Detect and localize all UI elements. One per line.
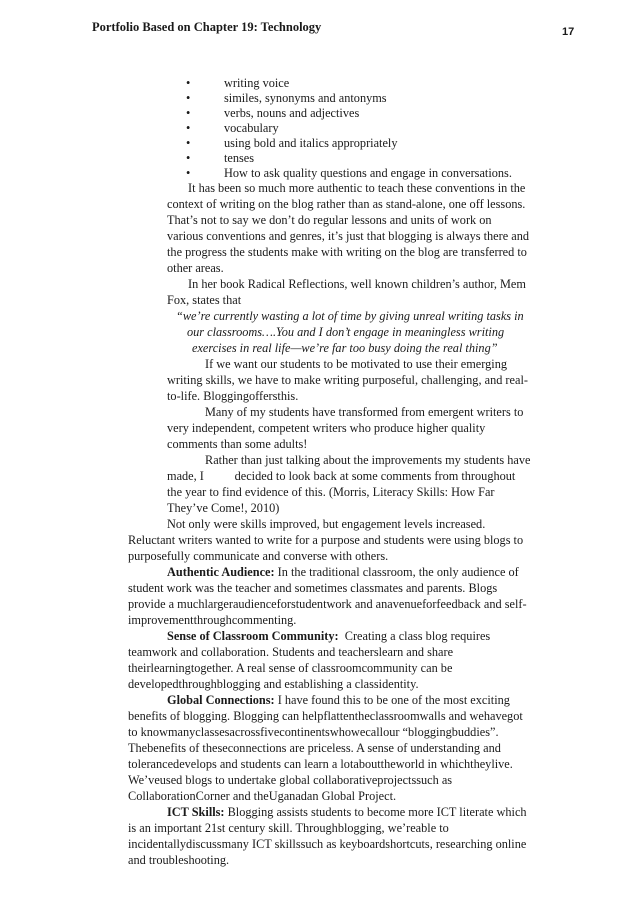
- paragraph-line: In her book Radical Reflections, well known children’s author, Mem: [188, 277, 526, 291]
- section-heading: Sense of Classroom Community:: [167, 629, 339, 643]
- page-header-title: Portfolio Based on Chapter 19: Technology: [92, 20, 322, 34]
- paragraph-line: context of writing on the blog rather than as stand-alone, one off lessons.: [167, 197, 526, 211]
- paragraph-line: teamwork and collaboration. Students and teacherslearn and share: [128, 645, 454, 659]
- paragraph-line: They’ve Come!, 2010): [167, 501, 280, 515]
- bullet-icon: •: [186, 136, 191, 150]
- page-number: 17: [562, 26, 575, 38]
- section-heading: Global Connections:: [167, 693, 275, 707]
- bullet-icon: •: [186, 91, 191, 105]
- paragraph-line: student work was the teacher and sometimes classmates and parents. Blogs: [128, 581, 498, 595]
- document-page: Portfolio Based on Chapter 19: Technology 17 • writing voice • similes, synonyms and antonyms • verbs, nouns and adjectives • vocabulary • using bold and italics appropriately • tenses • How to ask quality questions and engage in conversations. It has been so much more authentic to teach these conventions in the context of writing on the blog rather than as stand-alone, one off lessons. That’s not to say we don’t do regular lessons and units of work on various conventions and genres, it’s just that blogging is always there and the progress the students make with writing on the blog are transferred to other areas. In her book Radical Reflections, well known children’s author, Mem Fox, states that “we’re currently wasting a lot of time by giving unreal writing tasks in our classrooms….You and I don’t engage in meaningless writing exercises in real life—we’re far too busy doing the real thing” If we want our students to be motivated to use their emerging writing skills, we have to make writing purposeful, challenging, and real- to-life. Bloggingoffersthis. Many of my students have transformed from emergent writers to very independent, competent writers who produce higher quality comments than some adults! Rather than just talking about the improvements my students have made, I decided to look back at some comments from throughout the year to find evidence of this. (Morris, Literacy Skills: How Far They’ve Come!, 2010) Not only were skills improved, but engagement levels increased. Reluctant writers wanted to write for a purpose and students were using blogs to purposefully communicate and converse with others. Authentic Audience: In the traditional classroom, the only audience of student work was the teacher and sometimes classmates and parents. Blogs provide a muchlargeraudienceforstudentwork and anavenueforfeedback and self- improvementthroughcommenting. Sense of Classroom Community: Creating a class blog requires teamwork and collaboration. Students and teacherslearn and share theirlearningtogether. A real sense of classroomcommunity can be developedthroughblogging and establishing a classidentity. Global Connections: I have found this to be one of the most exciting benefits of blogging. Blogging can helpflattentheclassroomwalls and wehavegot to knowmanyclassesacrossfivecontinentswhowecallour “bloggingbuddies”. Thebenefits of theseconnections are priceless. A sense of understanding and tolerancedevelops and students can learn a lotabouttheworld in whichtheylive. We’veused blogs to undertake global collaborativeprojectssuch as CollaborationCorner and theUganadan Global Project. ICT Skills: Blogging assists students to become more ICT literate which is an important 21st century skill. Throughblogging, we’reable to incidentallydiscussmany ICT skillssuch as keyboardshortcuts, researching online and troubleshooting.: [92, 20, 575, 867]
- paragraph-line: theirlearningtogether. A real sense of classroomcommunity can be: [128, 661, 453, 675]
- paragraph-line: comments than some adults!: [167, 437, 308, 451]
- paragraph-line: incidentallydiscussmany ICT skillssuch as keyboardshortcuts, researching online: [128, 837, 527, 851]
- paragraph-line: made, I decided to look back at some comments from throughout: [167, 469, 516, 483]
- paragraph-line: improvementthroughcommenting.: [128, 613, 297, 627]
- paragraph-line: CollaborationCorner and theUganadan Global Project.: [128, 789, 397, 803]
- paragraph-line: Many of my students have transformed from emergent writers to: [205, 405, 524, 419]
- paragraph-line: the progress the students make with writing on the blog are transferred to: [167, 245, 527, 259]
- quote-line: exercises in real life—we’re far too busy doing the real thing”: [192, 341, 498, 355]
- section-classroom-community: Sense of Classroom Community: Creating a class blog requires: [167, 629, 491, 643]
- quote-line: “we’re currently wasting a lot of time by giving unreal writing tasks in: [176, 309, 524, 323]
- paragraph-line: writing skills, we have to make writing purposeful, challenging, and real-: [167, 373, 528, 387]
- paragraph-line: tolerancedevelops and students can learn a lotabouttheworld in whichtheylive.: [128, 757, 513, 771]
- bullet-icon: •: [186, 76, 191, 90]
- bullet-icon: •: [186, 106, 191, 120]
- bullet-icon: •: [186, 151, 191, 165]
- paragraph-line: Not only were skills improved, but engagement levels increased.: [167, 517, 486, 531]
- section-authentic-audience: Authentic Audience: In the traditional classroom, the only audience of: [167, 565, 519, 579]
- paragraph-line: is an important 21st century skill. Throughblogging, we’reable to: [128, 821, 449, 835]
- quote-line: our classrooms….You and I don’t engage in meaningless writing: [187, 325, 505, 339]
- paragraph-line: other areas.: [167, 261, 224, 275]
- paragraph-line: various conventions and genres, it’s just that blogging is always there and: [167, 229, 530, 243]
- paragraph-line: and troubleshooting.: [128, 853, 230, 867]
- paragraph-line: Thebenefits of theseconnections are priceless. A sense of understanding and: [128, 741, 501, 755]
- paragraph-line: If we want our students to be motivated to use their emerging: [205, 357, 508, 371]
- section-global-connections: Global Connections: I have found this to be one of the most exciting: [167, 693, 510, 707]
- paragraph-line: benefits of blogging. Blogging can helpflattentheclassroomwalls and wehavegot: [128, 709, 523, 723]
- paragraph-line: It has been so much more authentic to teach these conventions in the: [188, 181, 526, 195]
- section-ict-skills: ICT Skills: Blogging assists students to become more ICT literate which: [167, 805, 527, 819]
- section-heading: ICT Skills:: [167, 805, 225, 819]
- paragraph-line: purposefully communicate and converse with others.: [128, 549, 389, 563]
- paragraph-line: provide a muchlargeraudienceforstudentwork and anavenueforfeedback and self-: [128, 597, 527, 611]
- bullet-icon: •: [186, 166, 191, 180]
- paragraph-line: developedthroughblogging and establishing a classidentity.: [128, 677, 419, 691]
- paragraph-line: Rather than just talking about the improvements my students have: [205, 453, 531, 467]
- paragraph-line: to-life. Bloggingoffersthis.: [167, 389, 299, 403]
- section-heading: Authentic Audience:: [167, 565, 275, 579]
- paragraph-line: Reluctant writers wanted to write for a purpose and students were using blogs to: [128, 533, 524, 547]
- paragraph-line: the year to find evidence of this. (Morris, Literacy Skills: How Far: [167, 485, 495, 499]
- paragraph-line: very independent, competent writers who produce higher quality: [167, 421, 486, 435]
- paragraph-line: We’veused blogs to undertake global collaborativeprojectssuch as: [128, 773, 453, 787]
- bullet-icon: •: [186, 121, 191, 135]
- paragraph-line: to knowmanyclassesacrossfivecontinentswhowecallour “bloggingbuddies”.: [128, 725, 499, 739]
- paragraph-line: That’s not to say we don’t do regular lessons and units of work on: [167, 213, 492, 227]
- paragraph-line: Fox, states that: [167, 293, 242, 307]
